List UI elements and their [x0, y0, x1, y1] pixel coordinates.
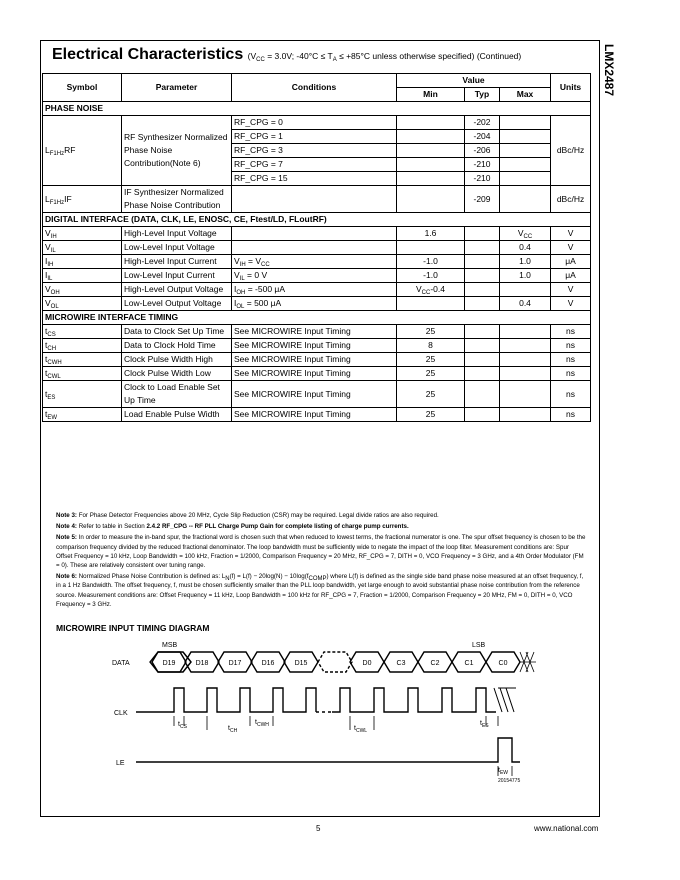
min-cell: [397, 144, 465, 158]
data-bit-label: D16: [261, 660, 275, 667]
symbol-cell: $V_{OL}$: [43, 297, 122, 311]
units-cell: V: [551, 227, 591, 241]
symbol-cell: $I_{IH}$: [43, 255, 122, 269]
table-row: [43, 186, 591, 213]
section-microwire-timing-label: MICROWIRE INTERFACE TIMING: [43, 311, 591, 325]
table-row: [43, 241, 591, 255]
max-cell: [500, 172, 551, 186]
max-cell: 1.0: [500, 255, 551, 269]
header-value: Value: [397, 74, 551, 88]
parameter-cell: Clock Pulse Width High: [122, 353, 232, 367]
symbol-cell: $t_{CS}$: [43, 325, 122, 339]
max-cell: [500, 144, 551, 158]
tes-label: $t_{ES}$: [480, 720, 489, 729]
table-row: [43, 339, 591, 353]
symbol-cell: $V_{OH}$: [43, 283, 122, 297]
data-end-hatch: [520, 652, 536, 672]
note-paragraph: Note 5: In order to measure the in-band spur, the fractional word is chosen such that when reduced to lowest terms, the fractional numerator is one. The spur offset frequency is chosen to be the comparison frequency divided by the reduced fractional denominator. The loop bandwidth must be sufficiently wide to negate the impact of the loop filter. Measurement conditions are: Spur Offset Frequency = 10 kHz, Loop Bandwidth = 100 kHz, Fraction = 1/2000, Comparison Frequency = 20 MHz, RF_CPG = 7, DITH = 0, VCO Frequency = 3 GHz, and a 4th Order Modulator (FM = 0). These are relatively consistent over tuning range.: [56, 534, 586, 570]
symbol-cell: $L_{F1Hz}RF$: [43, 116, 122, 186]
table-row: [43, 381, 591, 408]
page-number: 5: [316, 824, 321, 833]
data-signal-label: DATA: [112, 660, 130, 667]
conditions-cell: $V_{IL} = 0$ V: [232, 269, 397, 283]
max-cell: [500, 408, 551, 422]
tcs-label: $t_{CS}$: [178, 721, 187, 730]
max-cell: 0.4: [500, 297, 551, 311]
table-row: [43, 227, 591, 241]
min-cell: [397, 186, 465, 213]
max-cell: [500, 158, 551, 172]
header-units: Units: [551, 74, 591, 102]
symbol-cell: $V_{IL}$: [43, 241, 122, 255]
typ-cell: [465, 227, 500, 241]
conditions-cell: See MICROWIRE Input Timing: [232, 339, 397, 353]
header-parameter: Parameter: [122, 74, 232, 102]
title-conditions: ($V_{CC} = 3.0V$; $-40^\circ C \le T_A \le +85^\circ C$ unless otherwise specified) (Continued): [247, 51, 522, 63]
lsb-label: LSB: [472, 642, 486, 649]
section-phase-noise: [43, 102, 591, 116]
min-cell: 25: [397, 381, 465, 408]
conditions-cell: [232, 227, 397, 241]
conditions-cell: RF_CPG = 0: [232, 116, 397, 130]
parameter-cell: High-Level Input Current: [122, 255, 232, 269]
part-number-sidebar: LMX2487: [602, 44, 616, 97]
conditions-cell: $I_{OH} = -500$ μA: [232, 283, 397, 297]
header-min: Min: [397, 88, 465, 102]
typ-cell: -209: [465, 186, 500, 213]
parameter-cell: Clock Pulse Width Low: [122, 367, 232, 381]
table-row: [43, 255, 591, 269]
table-row: [43, 408, 591, 422]
conditions-cell: RF_CPG = 15: [232, 172, 397, 186]
conditions-cell: See MICROWIRE Input Timing: [232, 381, 397, 408]
conditions-cell: See MICROWIRE Input Timing: [232, 367, 397, 381]
min-cell: [397, 297, 465, 311]
min-cell: $V_{CC}-0.4$: [397, 283, 465, 297]
symbol-cell: $I_{IL}$: [43, 269, 122, 283]
max-cell: [500, 381, 551, 408]
typ-cell: [465, 241, 500, 255]
min-cell: -1.0: [397, 255, 465, 269]
conditions-cell: See MICROWIRE Input Timing: [232, 325, 397, 339]
typ-cell: -206: [465, 144, 500, 158]
units-cell: V: [551, 241, 591, 255]
parameter-cell: Low-Level Input Current: [122, 269, 232, 283]
table-row: [43, 283, 591, 297]
table-row: [43, 297, 591, 311]
units-cell: ns: [551, 325, 591, 339]
notes-section: [56, 511, 586, 611]
msb-label: MSB: [162, 642, 178, 649]
parameter-cell: Data to Clock Hold Time: [122, 339, 232, 353]
typ-cell: [465, 367, 500, 381]
diagram-title: MICROWIRE INPUT TIMING DIAGRAM: [56, 623, 210, 633]
typ-cell: [465, 283, 500, 297]
section-digital-interface-label: DIGITAL INTERFACE (DATA, CLK, LE, ENOSC, CE, Ftest/LD, FLoutRF): [43, 213, 591, 227]
le-signal-label: LE: [116, 760, 125, 767]
data-bit-label: C1: [464, 660, 474, 667]
conditions-cell: $V_{IH} = V_{CC}$: [232, 255, 397, 269]
units-cell: V: [551, 283, 591, 297]
parameter-cell: Data to Clock Set Up Time: [122, 325, 232, 339]
conditions-cell: [232, 241, 397, 255]
typ-cell: [465, 297, 500, 311]
min-cell: 25: [397, 325, 465, 339]
units-cell: ns: [551, 353, 591, 367]
conditions-cell: See MICROWIRE Input Timing: [232, 353, 397, 367]
units-cell: ns: [551, 367, 591, 381]
clk-signal-label: CLK: [114, 710, 128, 717]
typ-cell: [465, 353, 500, 367]
min-cell: 25: [397, 408, 465, 422]
note-paragraph: Note 3: For Phase Detector Frequencies above 20 MHz, Cycle Slip Reduction (CSR) may be required. Legal divide ratios are also required.: [56, 512, 439, 519]
units-cell: dBc/Hz: [551, 186, 591, 213]
conditions-cell: RF_CPG = 7: [232, 158, 397, 172]
section-microwire-timing: [43, 311, 591, 325]
min-cell: 8: [397, 339, 465, 353]
min-cell: -1.0: [397, 269, 465, 283]
page-title: [52, 46, 521, 64]
units-cell: V: [551, 297, 591, 311]
max-cell: [500, 325, 551, 339]
typ-cell: -202: [465, 116, 500, 130]
data-bit-label: C0: [498, 660, 508, 667]
section-phase-noise-label: PHASE NOISE: [43, 102, 591, 116]
max-cell: [500, 283, 551, 297]
typ-cell: [465, 269, 500, 283]
min-cell: 1.6: [397, 227, 465, 241]
min-cell: [397, 130, 465, 144]
typ-cell: [465, 339, 500, 353]
units-cell: ns: [551, 339, 591, 353]
units-cell: ns: [551, 381, 591, 408]
tcwl-label: $t_{CWL}$: [354, 725, 368, 734]
max-cell: [500, 116, 551, 130]
min-cell: [397, 158, 465, 172]
max-cell: [500, 130, 551, 144]
max-cell: [500, 186, 551, 213]
max-cell: [500, 339, 551, 353]
typ-cell: [465, 255, 500, 269]
header-symbol: Symbol: [43, 74, 122, 102]
symbol-cell: $V_{IH}$: [43, 227, 122, 241]
microwire-timing-diagram: [100, 638, 540, 788]
section-digital-interface: [43, 213, 591, 227]
tew-label: $t_{EW}$: [498, 767, 509, 776]
min-cell: [397, 172, 465, 186]
units-cell: μA: [551, 269, 591, 283]
parameter-cell: RF Synthesizer Normalized Phase Noise Contribution(Note 6): [122, 116, 232, 186]
min-cell: 25: [397, 353, 465, 367]
max-cell: [500, 353, 551, 367]
figure-id: 20154775: [498, 778, 521, 784]
parameter-cell: IF Synthesizer Normalized Phase Noise Contribution: [122, 186, 232, 213]
data-bit-label: D0: [362, 660, 372, 667]
max-cell: 1.0: [500, 269, 551, 283]
symbol-cell: $L_{F1Hz}IF$: [43, 186, 122, 213]
symbol-cell: $t_{ES}$: [43, 381, 122, 408]
tch-label: $t_{CH}$: [228, 725, 238, 734]
typ-cell: [465, 381, 500, 408]
note-paragraph: Note 6: Normalized Phase Noise Contribution is defined as: $L_N(f) = L(f) - 20\log(N) - 10\log(f_{COMP})$ where L(f) is defined as the single side band phase noise measured at an offset frequency, f, in a 1 Hz Bandwidth. The offset frequency, f, must be chosen sufficiently smaller than the PLL loop bandwidth, yet large enough to avoid substantial phase noise contribution from the reference source. Measurement conditions are: Offset Frequency = 11 kHz, Loop Bandwidth = 100 kHz for RF_CPG = 7, Fraction = 1/2000, Comparison Frequency = 20 MHz, FM = 0, DITH = 0, VCO Frequency = 3 GHz.: [56, 573, 584, 608]
symbol-cell: $t_{CWL}$: [43, 367, 122, 381]
min-cell: 25: [397, 367, 465, 381]
data-gap: [318, 652, 352, 672]
parameter-cell: Clock to Load Enable Set Up Time: [122, 381, 232, 408]
units-cell: dBc/Hz: [551, 116, 591, 186]
min-cell: [397, 241, 465, 255]
symbol-cell: $t_{CH}$: [43, 339, 122, 353]
conditions-cell: See MICROWIRE Input Timing: [232, 408, 397, 422]
symbol-cell: $t_{CWH}$: [43, 353, 122, 367]
typ-cell: [465, 325, 500, 339]
table-row: [43, 116, 591, 130]
header-max: Max: [500, 88, 551, 102]
header-conditions: Conditions: [232, 74, 397, 102]
parameter-cell: Low-Level Input Voltage: [122, 241, 232, 255]
data-bit-label: D19: [162, 660, 176, 667]
data-bit-label: D15: [294, 660, 308, 667]
units-cell: ns: [551, 408, 591, 422]
max-cell: [500, 367, 551, 381]
typ-cell: -210: [465, 158, 500, 172]
parameter-cell: Load Enable Pulse Width: [122, 408, 232, 422]
data-bit-label: C3: [396, 660, 406, 667]
table-row: [43, 353, 591, 367]
title-text: Electrical Characteristics: [52, 46, 244, 63]
typ-cell: -204: [465, 130, 500, 144]
electrical-characteristics-table: [42, 73, 591, 422]
max-cell: $V_{CC}$: [500, 227, 551, 241]
data-bit-label: D18: [195, 660, 209, 667]
table-row: [43, 269, 591, 283]
data-bit-label: C2: [430, 660, 440, 667]
max-cell: 0.4: [500, 241, 551, 255]
table-row: [43, 325, 591, 339]
table-row: [43, 367, 591, 381]
header-typ: Typ: [465, 88, 500, 102]
min-cell: [397, 116, 465, 130]
data-bit-label: D17: [228, 660, 242, 667]
units-cell: μA: [551, 255, 591, 269]
parameter-cell: Low-Level Output Voltage: [122, 297, 232, 311]
tcwh-label: $t_{CWH}$: [255, 719, 269, 728]
symbol-cell: $t_{EW}$: [43, 408, 122, 422]
conditions-cell: [232, 186, 397, 213]
parameter-cell: High-Level Output Voltage: [122, 283, 232, 297]
parameter-cell: High-Level Input Voltage: [122, 227, 232, 241]
conditions-cell: RF_CPG = 1: [232, 130, 397, 144]
conditions-cell: $I_{OL} = 500$ μA: [232, 297, 397, 311]
note-paragraph: Note 4: Refer to table in Section 2.4.2 RF_CPG -- RF PLL Charge Pump Gain for complete listing of charge pump currents.: [56, 523, 409, 531]
footer-url[interactable]: www.national.com: [534, 824, 599, 833]
conditions-cell: RF_CPG = 3: [232, 144, 397, 158]
typ-cell: -210: [465, 172, 500, 186]
typ-cell: [465, 408, 500, 422]
